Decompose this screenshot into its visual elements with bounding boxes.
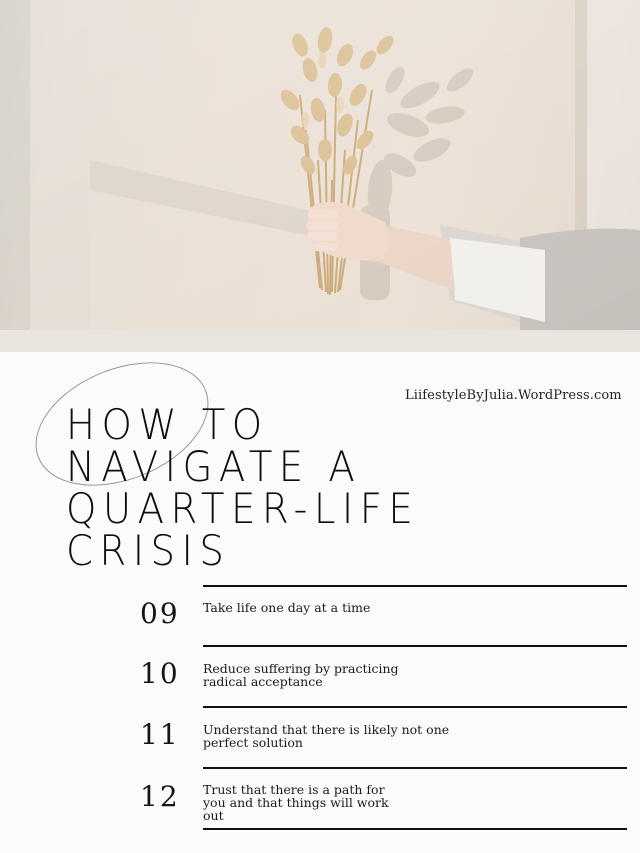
title-line-4: CRISIS xyxy=(66,526,231,575)
divider-line xyxy=(203,828,627,830)
step-text: Take life one day at a time xyxy=(203,600,371,615)
divider-line xyxy=(203,645,627,647)
page-title xyxy=(66,400,486,575)
step-number: 09 xyxy=(140,597,180,630)
step-number: 10 xyxy=(140,657,180,690)
title-line-3: QUARTER-LIFE xyxy=(66,484,420,533)
step-number: 11 xyxy=(140,718,180,751)
divider-line xyxy=(203,706,627,708)
site-url: LiifestyleByJulia.WordPress.com xyxy=(405,388,622,403)
step-text: Understand that there is likely not one perfect solution xyxy=(203,722,450,750)
title-line-1: HOW TO xyxy=(66,400,269,449)
step-text: Reduce suffering by practicing radical acceptance xyxy=(203,661,399,689)
divider-line xyxy=(203,767,627,769)
divider-line xyxy=(203,585,627,587)
step-text: Trust that there is a path for you and that things will work out xyxy=(203,782,389,823)
title-line-2: NAVIGATE A xyxy=(66,442,362,491)
step-number: 12 xyxy=(140,780,180,813)
